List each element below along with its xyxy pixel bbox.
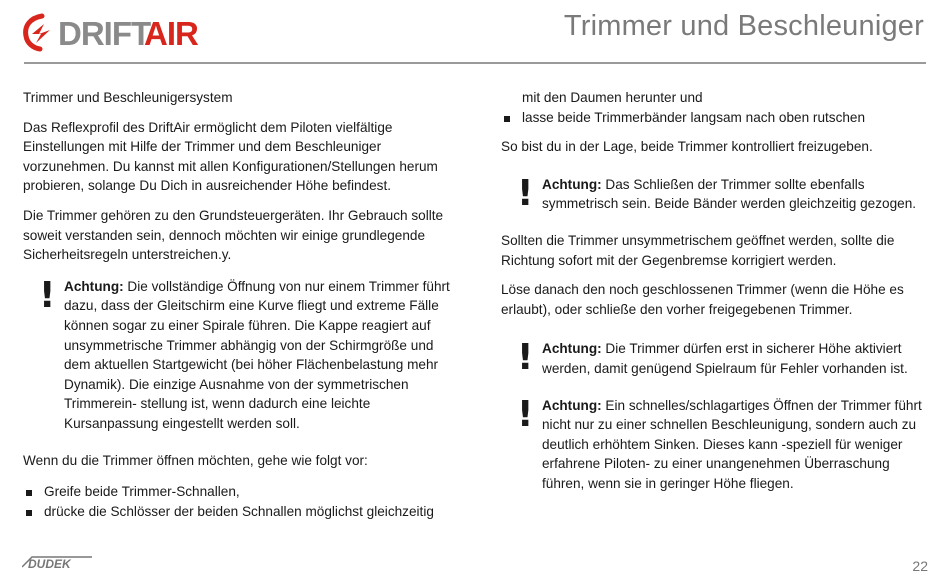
- warning-label: Achtung:: [542, 176, 602, 192]
- paragraph-release-other: Löse danach den noch geschlossenen Trimmer (wenn die Höhe es erlaubt), oder schließe den vorher freigegebenen Trimmer.: [501, 282, 904, 317]
- exclamation-icon: !: [517, 393, 534, 435]
- paragraph-intro: Das Reflexprofil des DriftAir ermöglicht dem Piloten vielfältige Einstellungen mit Hilfe der Trimmer und dem Beschleuniger vorzunehmen. Du kannst mit allen Konfigurationen/Stellungen herum probieren, solange Du Dich in ausreichender Höhe befindest.: [23, 119, 438, 194]
- list-item-text: drücke die Schlösser der beiden Schnallen möglichst gleichzeitig: [44, 503, 434, 519]
- logo-text-drift: DRIFT: [58, 15, 151, 52]
- paragraph-asymmetric: Sollten die Trimmer unsymmetrischem geöffnet werden, sollte die Richtung sofort mit der Gegenbremse korrigiert werden.: [501, 232, 895, 268]
- bullet-square-icon: [26, 490, 32, 496]
- steps-intro: Wenn du die Trimmer öffnen möchten, gehe wie folgt vor:: [23, 452, 368, 468]
- driftair-logo-graphic: [22, 12, 212, 52]
- section-heading: Trimmer und Beschleunigersystem: [23, 90, 233, 105]
- warning-callout: [23, 274, 455, 434]
- left-column: [23, 88, 455, 521]
- list-item: [23, 502, 455, 522]
- paragraph-release: So bist du in der Lage, beide Trimmer kontrolliert freizugeben.: [501, 139, 873, 155]
- warning-text: Die vollständige Öffnung von nur einem Trimmer führt dazu, dass der Gleitschirm eine Kurve fliegt und extreme Fälle können sogar zu einer Spirale führen. Die Kappe reagiert auf unsymmetrische Trimmer abhängig von der Schirmgröße und dem aktuellen Startgewicht (bei höher Flächenbelastung mehr Dynamik). Die einzige Ausnahme von der symmetrischen Trimmerein- stellung ist, wenn dadurch eine leichte Kursanpassung eingestellt werden soll.: [64, 278, 450, 431]
- warning-text: Das Schließen der Trimmer sollte ebenfalls symmetrisch sein. Beide Bänder werden gleichzeitig gezogen.: [542, 176, 917, 212]
- warning-label: Achtung:: [542, 341, 602, 357]
- right-column: [501, 88, 929, 511]
- list-item: [501, 108, 929, 128]
- exclamation-icon: !: [39, 274, 56, 316]
- dudek-logo-graphic: [22, 554, 94, 570]
- warning-text: Ein schnelles/schlagartiges Öffnen der Trimmer führt nicht nur zu einer schnellen Beschleunigung, sondern auch zu deutlich erhöhtem Sinken. Dieses kann -speziell für weniger erfahrene Piloten- zu einer unangenehmen Überraschung führen, wenn sie in geringer Höhe fliegen.: [542, 397, 922, 491]
- warning-callout: [501, 172, 929, 214]
- exclamation-icon: !: [517, 337, 534, 379]
- warning-label: Achtung:: [542, 397, 602, 413]
- dudek-logo-text: DUDEK: [28, 557, 71, 570]
- dudek-logo: [22, 554, 94, 570]
- list-item-continuation: mit den Daumen herunter und: [522, 90, 703, 105]
- bullet-square-icon: [504, 116, 510, 122]
- driftair-logo: [22, 12, 212, 52]
- warning-callout: [501, 339, 929, 378]
- list-item: [23, 482, 455, 502]
- page-title: Trimmer und Beschleuniger: [563, 10, 924, 42]
- list-item-text: lasse beide Trimmerbänder langsam nach oben rutschen: [522, 109, 866, 125]
- steps-list: [23, 482, 455, 521]
- logo-text-air: AIR: [144, 15, 198, 52]
- warning-label: Achtung:: [64, 278, 124, 294]
- steps-list-continued: [501, 108, 929, 128]
- page-number: 22: [912, 558, 928, 574]
- warning-text: Die Trimmer dürfen erst in sicherer Höhe aktiviert werden, damit genügend Spielraum für Fehler vorhanden ist.: [542, 341, 908, 376]
- list-item-text: Greife beide Trimmer-Schnallen,: [44, 484, 240, 500]
- exclamation-icon: !: [517, 172, 534, 214]
- header-divider: [24, 62, 926, 64]
- bullet-square-icon: [26, 510, 32, 516]
- paragraph-basics: Die Trimmer gehören zu den Grundsteuergeräten. Ihr Gebrauch sollte soweit verstanden sein, dennoch möchten wir einige grundlegende Sicherheitsregeln unterstreichen.y.: [23, 207, 444, 263]
- warning-callout: [501, 393, 929, 494]
